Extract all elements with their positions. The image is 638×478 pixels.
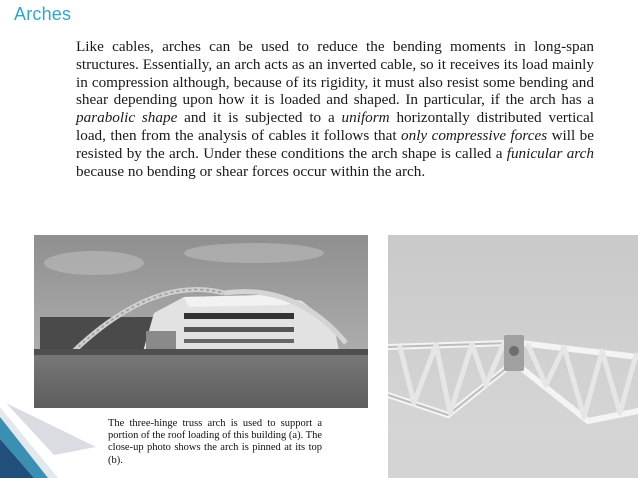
truss-closeup-photo	[388, 235, 638, 478]
building-photo-image	[34, 235, 368, 408]
para-run-italic: uniform	[341, 109, 390, 127]
para-run-italic: funicular arch	[506, 144, 594, 162]
body-paragraph	[76, 38, 594, 180]
para-run: because no bending or shear forces occur within the arch.	[76, 162, 426, 180]
slide-title: Arches	[14, 4, 72, 24]
para-run: and it is subjected to a	[177, 109, 342, 127]
figure-caption: The three-hinge truss arch is used to support a portion of the roof loading of this building (a). The close-up photo shows the arch is pinned at its top (b).	[108, 418, 322, 466]
para-run: horizontally distributed vertical load, then from the analysis of cables it follows that	[76, 109, 595, 144]
corner-decoration	[0, 395, 110, 478]
para-run: will be resisted by the arch. Under these conditions the arch shape is called a	[76, 126, 594, 162]
para-run-italic: parabolic shape	[76, 109, 178, 127]
truss-closeup-image	[388, 235, 638, 478]
building-photo	[34, 235, 368, 408]
para-run-italic: only compressive forces	[401, 126, 548, 144]
para-run: Like cables, arches can be used to reduce the bending moments in long-span structures. Essentially, an arch acts as an inverted cable, so it receives its load mainly in compression although, because of its rigidity, it must also resist some bending and shear depending upon how it is loaded and shaped. In particular, if the arch has a	[76, 38, 594, 109]
